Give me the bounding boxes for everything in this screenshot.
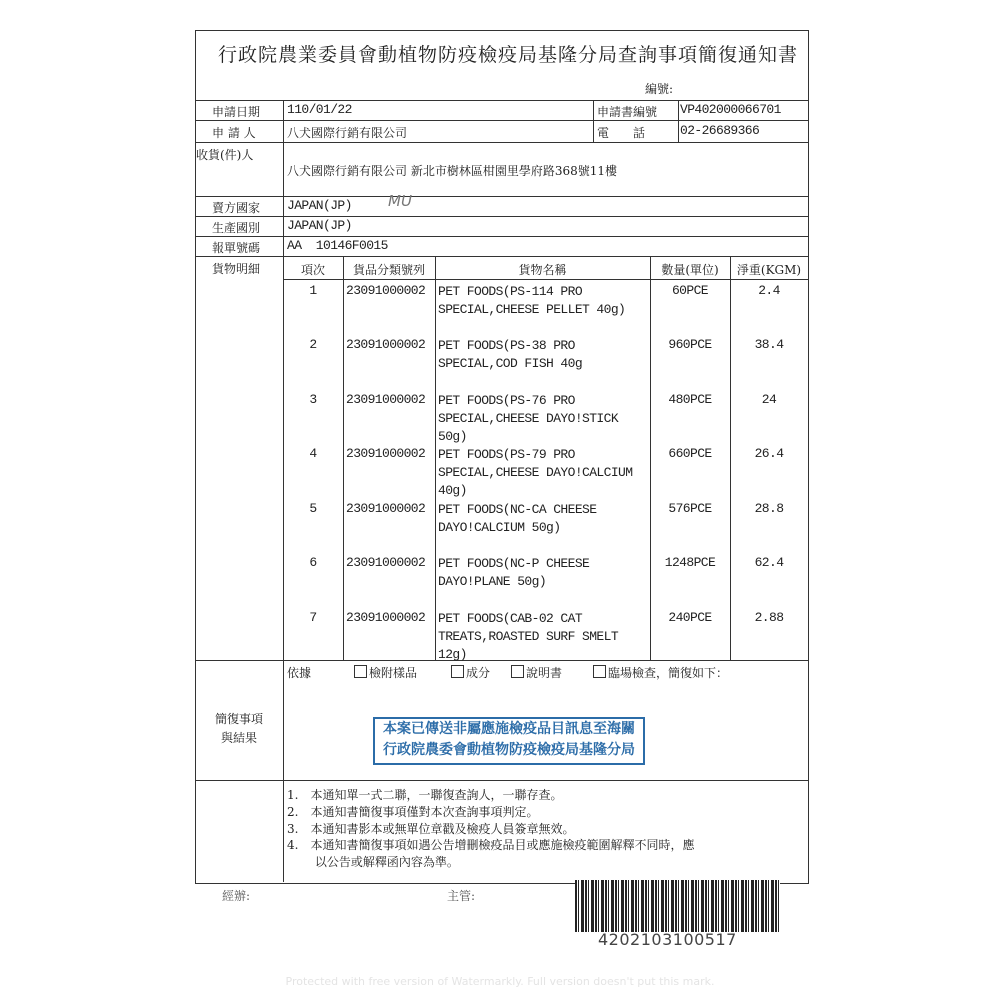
stamp-line: 本案已傳送非屬應施檢疫品目訊息至海關 [383, 721, 635, 737]
stamp-line: 行政院農委會動植物防疫檢疫局基隆分局 [383, 742, 635, 758]
barcode-number: 4202103100517 [598, 930, 737, 949]
checkbox-ingredients[interactable] [451, 664, 490, 681]
divider [195, 256, 808, 257]
divider [195, 196, 808, 197]
item-qty: 576PCE [668, 501, 712, 516]
origin-label: 生產國別 [212, 221, 261, 235]
seller-country-label: 賣方國家 [212, 201, 261, 215]
apply-date-value: 110/01/22 [287, 102, 352, 117]
apply-date-label: 申請日期 [212, 105, 261, 119]
checkbox-icon [354, 665, 367, 678]
item-name: PET FOODS(PS-76 PRO SPECIAL,CHEESE DAYO!STICK 50g) [438, 393, 619, 444]
item-weight: 2.88 [754, 610, 784, 625]
checkbox-icon [593, 665, 606, 678]
col-header-name: 貨物名稱 [518, 263, 567, 277]
divider [195, 216, 808, 217]
table-row [283, 553, 808, 607]
divider [195, 100, 808, 101]
item-weight: 26.4 [754, 446, 784, 461]
phone-value: 02-26689366 [680, 123, 760, 138]
number-label: 編號: [645, 82, 674, 96]
table-row [283, 444, 808, 498]
applicant-value: 八犬國際行銷有限公司 [287, 126, 408, 140]
item-code: 23091000002 [346, 446, 426, 461]
item-name: PET FOODS(NC-P CHEESE DAYO!PLANE 50g) [438, 556, 590, 589]
item-code: 23091000002 [346, 501, 426, 516]
item-weight: 62.4 [754, 555, 784, 570]
declaration-value: AA 10146F0015 [287, 238, 388, 253]
barcode [575, 880, 780, 932]
note-item: 4. 本通知書簡復事項如遇公告增刪檢疫品目或應施檢疫範圍解釋不同時，應 以公告或解釋函內容為準。 [287, 838, 695, 869]
item-code: 23091000002 [346, 337, 426, 352]
col-header-item-no: 項次 [300, 263, 325, 277]
official-stamp [373, 717, 645, 765]
app-no-value: VP402000066701 [680, 102, 781, 117]
col-header-qty: 數量(單位) [661, 263, 719, 277]
item-no: 4 [309, 446, 317, 461]
document-title: 行政院農業委員會動植物防疫檢疫局基隆分局查詢事項簡復通知書 [218, 44, 799, 66]
divider [195, 142, 808, 143]
item-weight: 2.4 [758, 283, 780, 298]
item-no: 5 [309, 501, 317, 516]
note-item: 2. 本通知書簡復事項僅對本次查詢事項判定。 [287, 805, 539, 819]
consignee-label: 收貨(件)人 [196, 148, 254, 162]
checkbox-icon [451, 665, 464, 678]
checkbox-label: 說明書 [526, 666, 563, 680]
basis-label: 依據 [287, 666, 312, 680]
applicant-label: 申 請 人 [212, 126, 256, 140]
origin-value: JAPAN(JP) [287, 218, 352, 233]
col-header-code: 貨品分類號列 [352, 263, 425, 277]
table-row [283, 281, 808, 335]
item-no: 2 [309, 337, 317, 352]
item-qty: 480PCE [668, 392, 712, 407]
item-name: PET FOODS(NC-CA CHEESE DAYO!CALCIUM 50g) [438, 502, 597, 535]
checkbox-label: 檢附樣品 [369, 666, 418, 680]
table-row [283, 390, 808, 444]
checkbox-sample[interactable] [354, 664, 417, 681]
divider [195, 780, 808, 781]
handler-label: 經辦: [222, 889, 251, 903]
watermark: Protected with free version of Watermarkly. Full version doesn't put this mark. [285, 975, 715, 988]
item-name: PET FOODS(PS-38 PRO SPECIAL,COD FISH 40g [438, 338, 583, 371]
table-row [283, 608, 808, 662]
note-item: 1. 本通知單一式二聯，一聯復查詢人，一聯存查。 [287, 788, 563, 802]
divider [195, 120, 808, 121]
item-code: 23091000002 [346, 610, 426, 625]
item-weight: 38.4 [754, 337, 784, 352]
phone-label: 電 話 [597, 126, 646, 140]
goods-label: 貨物明細 [212, 262, 261, 276]
item-name: PET FOODS(PS-79 PRO SPECIAL,CHEESE DAYO!CALCIUM 40g) [438, 447, 633, 498]
checkbox-icon [511, 665, 524, 678]
reply-label: 簡復事項 與結果 [214, 712, 263, 745]
item-no: 6 [309, 555, 317, 570]
item-code: 23091000002 [346, 555, 426, 570]
item-weight: 24 [761, 392, 777, 407]
item-no: 7 [309, 610, 317, 625]
checkbox-label: 成分 [466, 666, 491, 680]
item-qty: 660PCE [668, 446, 712, 461]
consignee-value: 八犬國際行銷有限公司 新北市樹林區柑園里學府路368號11樓 [287, 164, 617, 178]
item-code: 23091000002 [346, 392, 426, 407]
table-row [283, 335, 808, 389]
checkbox-label: 臨場檢查，簡復如下： [608, 666, 729, 680]
checkbox-manual[interactable] [511, 664, 562, 681]
item-qty: 960PCE [668, 337, 712, 352]
declaration-label: 報單號碼 [212, 241, 261, 255]
app-no-label: 申請書編號 [597, 105, 658, 119]
item-weight: 28.8 [754, 501, 784, 516]
item-qty: 60PCE [671, 283, 708, 298]
item-no: 1 [309, 283, 317, 298]
note-item: 3. 本通知書影本或無單位章戳及檢疫人員簽章無效。 [287, 822, 575, 836]
seller-country-value: JAPAN(JP) [287, 198, 352, 213]
item-no: 3 [309, 392, 317, 407]
item-qty: 240PCE [668, 610, 712, 625]
item-name: PET FOODS(CAB-02 CAT TREATS,ROASTED SURF SMELT 12g) [438, 611, 619, 662]
handwritten-note: MU [388, 192, 412, 210]
table-row [283, 499, 808, 553]
item-qty: 1248PCE [664, 555, 716, 570]
checkbox-onsite[interactable] [593, 664, 728, 681]
item-name: PET FOODS(PS-114 PRO SPECIAL,CHEESE PELLET 40g) [438, 284, 626, 317]
divider [593, 100, 594, 142]
supervisor-label: 主管: [447, 889, 476, 903]
item-code: 23091000002 [346, 283, 426, 298]
divider [678, 100, 679, 142]
col-header-weight: 淨重(KGM) [736, 263, 802, 277]
divider [195, 236, 808, 237]
